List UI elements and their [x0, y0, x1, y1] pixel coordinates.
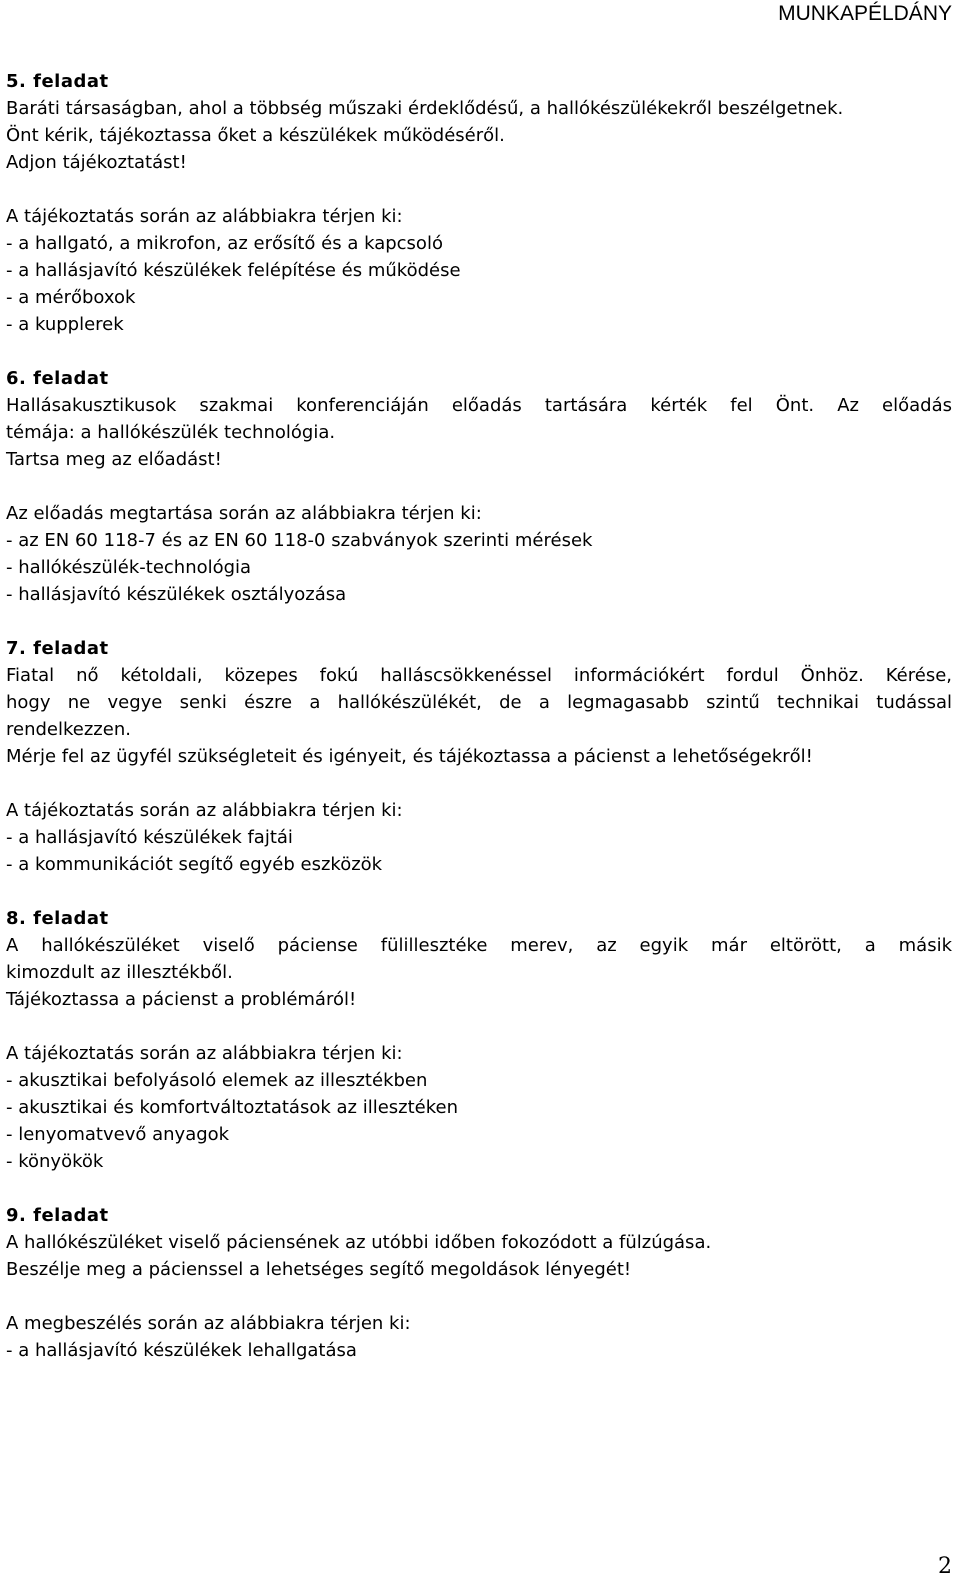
task-intro-line: Beszélje meg a pácienssel a lehetséges segítő megoldások lényegét! — [6, 1259, 632, 1280]
list-item: - a hallgató, a mikrofon, az erősítő és a kapcsoló — [6, 233, 443, 254]
task-9 — [6, 1202, 952, 1364]
list-item: - a kupplerek — [6, 314, 124, 335]
task-intro-line: kimozdult az illesztékből. — [6, 962, 233, 983]
list-item: - a hallásjavító készülékek lehallgatása — [6, 1340, 357, 1361]
task-title: 5. feladat — [6, 71, 109, 92]
list-item: - akusztikai és komfortváltoztatások az illesztéken — [6, 1097, 458, 1118]
task-intro-line: Önt kérik, tájékoztassa őket a készülékek működéséről. — [6, 125, 505, 146]
instructions-heading: A megbeszélés során az alábbiakra térjen ki: — [6, 1313, 411, 1334]
instructions-heading: Az előadás megtartása során az alábbiakra térjen ki: — [6, 503, 482, 524]
document-body — [6, 68, 952, 1391]
list-item: - az EN 60 118-7 és az EN 60 118-0 szabványok szerinti mérések — [6, 530, 593, 551]
task-intro-line: A hallókészüléket viselő páciensének az utóbbi időben fokozódott a fülzúgása. — [6, 1232, 712, 1253]
list-item: - lenyomatvevő anyagok — [6, 1124, 230, 1145]
task-intro-line: Fiatal nő kétoldali, közepes fokú halláscsökkenéssel információkért fordul Önhöz. Kérése, — [6, 665, 952, 686]
task-title: 7. feladat — [6, 638, 109, 659]
task-title: 8. feladat — [6, 908, 109, 929]
task-5 — [6, 68, 952, 338]
task-intro-line: Hallásakusztikusok szakmai konferenciáján előadás tartására kérték fel Önt. Az előadás — [6, 395, 952, 416]
task-6 — [6, 365, 952, 608]
task-7 — [6, 635, 952, 878]
list-item: - a kommunikációt segítő egyéb eszközök — [6, 854, 383, 875]
list-item: - akusztikai befolyásoló elemek az illesztékben — [6, 1070, 428, 1091]
task-intro-line: Tartsa meg az előadást! — [6, 449, 222, 470]
task-intro-line: Mérje fel az ügyfél szükségleteit és igényeit, és tájékoztassa a pácienst a lehetőségekről! — [6, 746, 813, 767]
task-intro-line: A hallókészüléket viselő páciense fülillesztéke merev, az egyik már eltörött, a másik — [6, 935, 952, 956]
task-intro-line: Tájékoztassa a pácienst a problémáról! — [6, 989, 357, 1010]
list-item: - a hallásjavító készülékek felépítése és működése — [6, 260, 461, 281]
instructions-heading: A tájékoztatás során az alábbiakra térjen ki: — [6, 1043, 403, 1064]
list-item: - könyökök — [6, 1151, 104, 1172]
document-header-label: MUNKAPÉLDÁNY — [778, 2, 952, 25]
page-number: 2 — [938, 1554, 952, 1579]
task-intro-line: Baráti társaságban, ahol a többség műszaki érdeklődésű, a hallókészülékekről beszélgetnek. — [6, 98, 844, 119]
task-title: 6. feladat — [6, 368, 109, 389]
instructions-heading: A tájékoztatás során az alábbiakra térjen ki: — [6, 800, 403, 821]
list-item: - hallásjavító készülékek osztályozása — [6, 584, 347, 605]
list-item: - hallókészülék-technológia — [6, 557, 252, 578]
task-intro-line: hogy ne vegye senki észre a hallókészülékét, de a legmagasabb szintű technikai tudással — [6, 692, 952, 713]
task-8 — [6, 905, 952, 1175]
task-title: 9. feladat — [6, 1205, 109, 1226]
task-intro-line: Adjon tájékoztatást! — [6, 152, 187, 173]
list-item: - a hallásjavító készülékek fajtái — [6, 827, 293, 848]
task-intro-line: rendelkezzen. — [6, 719, 131, 740]
task-intro-line: témája: a hallókészülék technológia. — [6, 422, 336, 443]
list-item: - a mérőboxok — [6, 287, 136, 308]
instructions-heading: A tájékoztatás során az alábbiakra térjen ki: — [6, 206, 403, 227]
